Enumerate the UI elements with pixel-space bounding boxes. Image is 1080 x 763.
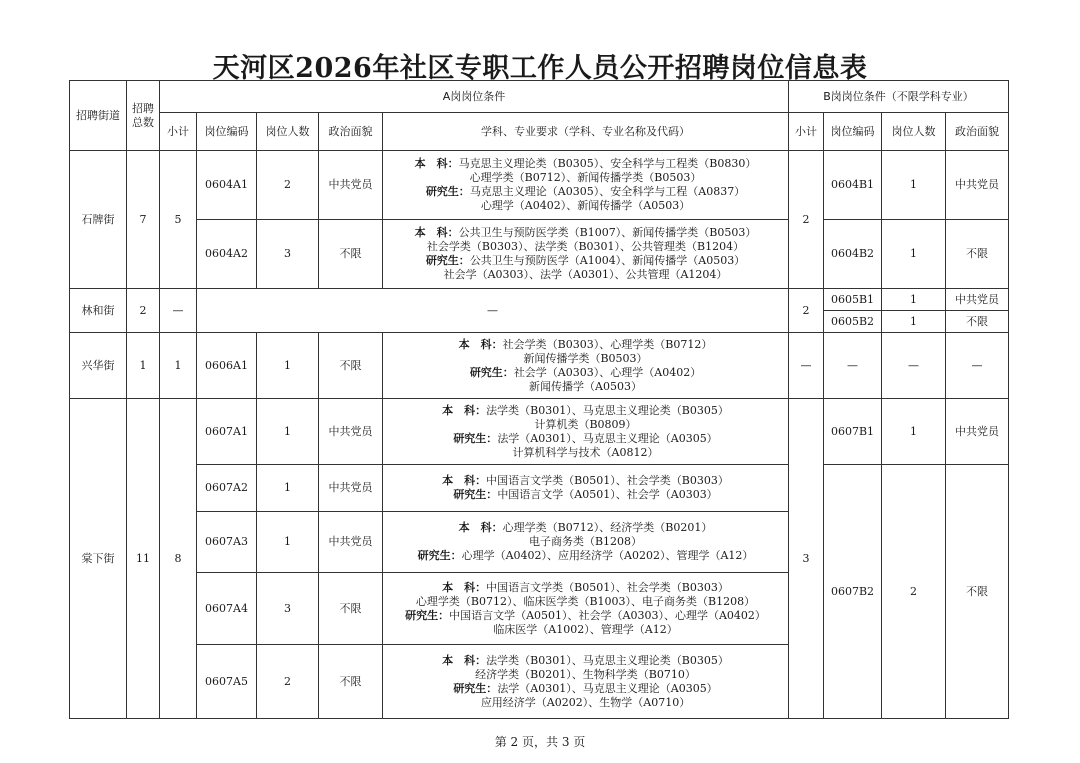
major-line: [383, 338, 788, 352]
col-group-a: A岗岗位条件: [160, 81, 789, 113]
degree-label: 研究生：: [469, 365, 514, 379]
a-post-code: 0607A2: [197, 465, 257, 512]
major-line: [383, 380, 788, 394]
a-post-count: 1: [257, 465, 319, 512]
degree-label: 研究生：: [405, 608, 450, 622]
col-header-total-line1: 招聘: [132, 101, 154, 115]
header-row-1: [70, 81, 1009, 113]
major-line: [383, 609, 788, 623]
a-post-code: 0606A1: [197, 333, 257, 399]
col-header-b-political: 政治面貌: [946, 113, 1009, 151]
col-header-a-subtotal: 小计: [160, 113, 197, 151]
major-text: 心理学类（B0712）、经济学类（B0201）: [502, 521, 713, 534]
degree-label: 本 科：: [442, 653, 487, 667]
major-requirement: [383, 333, 789, 399]
a-political: 中共党员: [319, 465, 383, 512]
b-post-count: 1: [882, 220, 946, 289]
b-political: 不限: [946, 465, 1009, 719]
major-line: [383, 352, 788, 366]
b-post-count: 2: [882, 465, 946, 719]
a-post-code: 0607A5: [197, 645, 257, 719]
col-header-total-line2: 总数: [132, 115, 154, 129]
major-line: [383, 595, 788, 609]
major-text: 新闻传播学（A0503）: [529, 379, 642, 393]
b-political: 中共党员: [946, 151, 1009, 220]
degree-label: 研究生：: [453, 488, 498, 501]
major-text: 公共卫生与预防医学类（B1007）、新闻传播学类（B0503）: [458, 226, 757, 239]
major-line: [383, 623, 788, 637]
major-line: [383, 521, 788, 535]
major-text: 法学类（B0301）、马克思主义理论类（B0305）: [486, 653, 729, 667]
major-requirement: [383, 220, 789, 289]
major-text: 马克思主义理论（A0305）、安全科学与工程（A0837）: [469, 185, 746, 198]
b-political: 不限: [946, 220, 1009, 289]
major-text: 中国语言文学类（B0501）、社会学类（B0303）: [486, 580, 729, 594]
b-post-code: 0604B1: [824, 151, 882, 220]
b-post-count: —: [882, 333, 946, 399]
street-cell: 棠下街: [70, 399, 127, 719]
total-cell: 11: [127, 399, 160, 719]
major-line: [383, 488, 788, 502]
major-text: 公共卫生与预防医学（A1004）、新闻传播学（A0503）: [469, 254, 746, 267]
major-requirement: [383, 645, 789, 719]
a-post-code: 0607A1: [197, 399, 257, 465]
b-subtotal-cell: 2: [789, 151, 824, 289]
page-footer: 第 2 页，共 3 页: [494, 735, 586, 749]
degree-label: 本 科：: [442, 580, 487, 594]
major-line: [383, 581, 788, 595]
a-political: 中共党员: [319, 151, 383, 220]
major-line: [383, 432, 788, 446]
major-text: 电子商务类（B1208）: [528, 535, 643, 548]
degree-label: 本 科：: [414, 157, 459, 170]
major-line: [383, 226, 788, 240]
major-text: 社会学（A0303）、法学（A0301）、公共管理（A1204）: [443, 268, 728, 281]
major-line: [383, 157, 788, 171]
b-post-code: 0605B1: [824, 289, 882, 311]
major-line: [383, 535, 788, 549]
a-post-code: 0604A2: [197, 220, 257, 289]
b-subtotal-cell: —: [789, 333, 824, 399]
street-cell: 兴华街: [70, 333, 127, 399]
a-post-count: 3: [257, 220, 319, 289]
degree-label: 研究生：: [417, 549, 462, 562]
a-subtotal-cell: 5: [160, 151, 197, 289]
page-title: 天河区2026年社区专职工作人员公开招聘岗位信息表: [212, 53, 868, 84]
street-cell: 林和街: [70, 289, 127, 333]
major-line: [383, 199, 788, 213]
major-text: 中国语言文学（A0501）、社会学（A0303）、心理学（A0402）: [449, 608, 766, 622]
col-header-b-code: 岗位编码: [824, 113, 882, 151]
a-political: 不限: [319, 220, 383, 289]
col-header-b-subtotal: 小计: [789, 113, 824, 151]
major-text: 新闻传播学类（B0503）: [523, 351, 648, 365]
col-header-a-count: 岗位人数: [257, 113, 319, 151]
major-text: 计算机科学与技术（A0812）: [512, 445, 659, 459]
a-post-count: 3: [257, 573, 319, 645]
b-post-count: 1: [882, 151, 946, 220]
col-header-a-political: 政治面貌: [319, 113, 383, 151]
a-political: 中共党员: [319, 512, 383, 573]
a-post-code: 0607A4: [197, 573, 257, 645]
b-post-code: 0607B1: [824, 399, 882, 465]
col-group-b: B岗岗位条件（不限学科专业）: [789, 81, 1009, 113]
major-line: [383, 418, 788, 432]
major-line: [383, 171, 788, 185]
major-text: 法学类（B0301）、马克思主义理论类（B0305）: [486, 403, 729, 417]
major-line: [383, 549, 788, 563]
major-line: [383, 654, 788, 668]
header-row-2: [70, 113, 1009, 151]
col-header-street: 招聘街道: [70, 81, 127, 151]
major-requirement: [383, 465, 789, 512]
a-post-count: 2: [257, 645, 319, 719]
major-line: [383, 668, 788, 682]
major-text: 心理学类（B0712）、临床医学类（B1003）、电子商务类（B1208）: [415, 594, 756, 608]
table-row: [70, 465, 1009, 512]
b-subtotal-cell: 2: [789, 289, 824, 333]
street-cell: 石牌街: [70, 151, 127, 289]
table-row: [70, 399, 1009, 465]
b-post-count: 1: [882, 289, 946, 311]
degree-label: 研究生：: [425, 254, 470, 267]
col-header-b-count: 岗位人数: [882, 113, 946, 151]
table-row: [70, 151, 1009, 220]
b-political: 中共党员: [946, 399, 1009, 465]
a-subtotal-cell: 1: [160, 333, 197, 399]
major-line: [383, 366, 788, 380]
a-post-count: 1: [257, 333, 319, 399]
b-subtotal-cell: 3: [789, 399, 824, 719]
b-post-code: 0607B2: [824, 465, 882, 719]
col-header-total: [127, 81, 160, 151]
b-post-code: 0605B2: [824, 311, 882, 333]
major-line: [383, 696, 788, 710]
a-subtotal-cell: —: [160, 289, 197, 333]
major-text: 计算机类（B0809）: [534, 417, 637, 431]
major-text: 心理学（A0402）、应用经济学（A0202）、管理学（A12）: [461, 549, 754, 562]
degree-label: 本 科：: [458, 337, 503, 351]
degree-label: 本 科：: [442, 403, 487, 417]
major-requirement: [383, 399, 789, 465]
major-line: [383, 240, 788, 254]
major-line: [383, 682, 788, 696]
b-post-code: —: [824, 333, 882, 399]
major-line: [383, 268, 788, 282]
degree-label: 本 科：: [414, 226, 459, 239]
b-political: —: [946, 333, 1009, 399]
table-row: [70, 333, 1009, 399]
b-political: 中共党员: [946, 289, 1009, 311]
degree-label: 本 科：: [458, 521, 503, 534]
a-subtotal-cell: 8: [160, 399, 197, 719]
degree-label: 研究生：: [453, 431, 498, 445]
a-political: 不限: [319, 645, 383, 719]
major-text: 法学（A0301）、马克思主义理论（A0305）: [497, 431, 718, 445]
a-political: 中共党员: [319, 399, 383, 465]
degree-label: 研究生：: [453, 681, 498, 695]
major-requirement: [383, 512, 789, 573]
major-line: [383, 446, 788, 460]
b-post-count: 1: [882, 399, 946, 465]
a-post-count: 2: [257, 151, 319, 220]
table-row: [70, 220, 1009, 289]
major-text: 法学（A0301）、马克思主义理论（A0305）: [497, 681, 718, 695]
major-requirement: [383, 151, 789, 220]
b-post-code: 0604B2: [824, 220, 882, 289]
col-header-a-major: 学科、专业要求（学科、专业名称及代码）: [383, 113, 789, 151]
b-post-count: 1: [882, 311, 946, 333]
major-requirement: [383, 573, 789, 645]
total-cell: 7: [127, 151, 160, 289]
a-political: 不限: [319, 333, 383, 399]
major-text: 经济学类（B0201）、生物科学类（B0710）: [475, 667, 696, 681]
major-text: 心理学类（B0712）、新闻传播学类（B0503）: [469, 171, 702, 184]
major-text: 马克思主义理论类（B0305）、安全科学与工程类（B0830）: [458, 157, 757, 170]
a-post-count: 1: [257, 399, 319, 465]
major-text: 社会学（A0303）、心理学（A0402）: [513, 365, 702, 379]
major-text: 中国语言文学（A0501）、社会学（A0303）: [497, 488, 718, 501]
major-text: 应用经济学（A0202）、生物学（A0710）: [480, 695, 691, 709]
total-cell: 1: [127, 333, 160, 399]
major-line: [383, 474, 788, 488]
a-political: 不限: [319, 573, 383, 645]
major-text: 社会学类（B0303）、法学类（B0301）、公共管理类（B1204）: [426, 240, 745, 253]
degree-label: 本 科：: [442, 474, 487, 487]
major-line: [383, 404, 788, 418]
b-political: 不限: [946, 311, 1009, 333]
major-text: 心理学（A0402）、新闻传播学（A0503）: [480, 199, 691, 212]
a-post-code: 0604A1: [197, 151, 257, 220]
major-text: 临床医学（A1002）、管理学（A12）: [493, 622, 678, 636]
major-line: [383, 254, 788, 268]
col-header-a-code: 岗位编码: [197, 113, 257, 151]
major-text: 中国语言文学类（B0501）、社会学类（B0303）: [486, 474, 729, 487]
a-none-cell: —: [197, 289, 789, 333]
degree-label: 研究生：: [425, 185, 470, 198]
a-post-count: 1: [257, 512, 319, 573]
a-post-code: 0607A3: [197, 512, 257, 573]
total-cell: 2: [127, 289, 160, 333]
job-info-table: [69, 80, 1009, 719]
table-row: [70, 289, 1009, 311]
major-text: 社会学类（B0303）、心理学类（B0712）: [502, 337, 713, 351]
major-line: [383, 185, 788, 199]
